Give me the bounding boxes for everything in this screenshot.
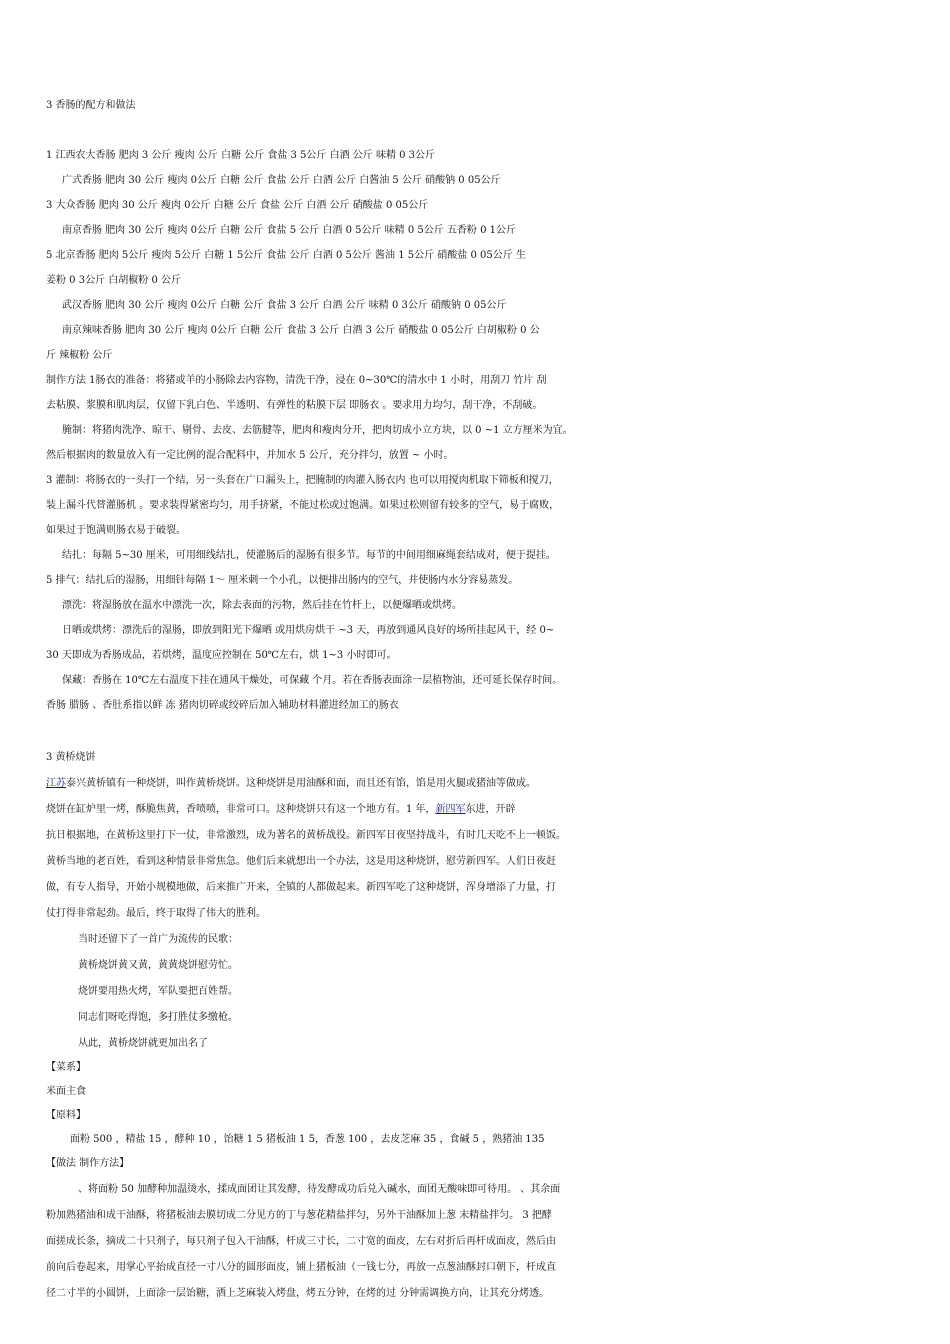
method-header: 【做法 制作方法】 <box>46 1158 130 1169</box>
recipe-line: 斤 辣椒粉 公斤 <box>46 350 113 361</box>
intro-line <box>46 800 908 820</box>
story-line: 黄桥当地的老百姓，看到这种情景非常焦急。他们后来就想出一个办法，这是用这种烧饼，慰劳新四军。人们日夜赶 <box>46 856 556 867</box>
link-new-fourth-army[interactable]: 新四军 <box>435 804 466 815</box>
method-paragraph-line: 香肠 腊肠 、香肚系指以鲜 冻 猪肉切碎或绞碎后加入辅助材料灌进经加工的肠衣 <box>46 700 399 711</box>
recipe-line: 5 北京香肠 肥肉 5公斤 瘦肉 5公斤 白糖 1 5公斤 食盐 公斤 白酒 0 5公斤 酱油 1 5公斤 硝酸盐 0 05公斤 生 <box>46 250 526 261</box>
method-paragraph-line: 装上漏斗代替灌肠机 。要求装得紧密均匀，用手挤紧，不能过松或过饱满。如果过松则留有较多的空气，易于腐败， <box>46 500 560 511</box>
ingredients-value: 面粉 500 ，精盐 15 ，酵种 10 ，饴糖 1 5 猪板油 1 5，香葱 100 ，去皮芝麻 35 ，食碱 5 ，熟猪油 135 <box>70 1134 545 1145</box>
method-paragraph-line: 3 灌制：将肠衣的一头打一个结，另一头套在广口漏头上，把腌制的肉灌入肠衣内 也可以用搅肉机取下筛板和搅刀， <box>46 475 559 486</box>
poem-line: 当时还留下了一首广为流传的民歌： <box>78 934 238 945</box>
method-paragraph-line: 腌制：将猪肉洗净、晾干、剔骨、去皮、去筋腱等，肥肉和瘦肉分开，把肉切成小立方块，以 0 ~1 立方厘米为宜。 <box>62 425 573 436</box>
method-paragraph-line: 去粘膜、浆膜和肌肉层，仅留下乳白色、半透明、有弹性的粘膜下层 即肠衣 。要求用力均匀，刮干净，不刮破。 <box>46 400 543 411</box>
method-paragraph-line: 结扎：每隔 5~30 厘米，可用细线结扎，使灌肠后的湿肠有很多节。每节的中间用细麻绳套结成对，便于提挂。 <box>62 550 556 561</box>
poem-line: 从此，黄桥烧饼就更加出名了 <box>78 1038 208 1049</box>
method-paragraph-line: 保藏：香肠在 10℃左右温度下挂在通风干燥处，可保藏 个月。若在香肠表面涂一层植物油，还可延长保存时间。 <box>62 675 563 686</box>
method-line: 粉加熟猪油和成干油酥，将猪板油去膜切成二分见方的丁与葱花精盐拌匀，另外干油酥加上葱 末精盐拌匀。 3 把酵 <box>46 1210 552 1221</box>
method-paragraph-line: 30 天即成为香肠成品，若烘烤，温度应控制在 50℃左右，烘 1~3 小时即可。 <box>46 650 397 661</box>
intro-text: 东进，开辟 <box>465 804 516 815</box>
method-line: 、将面粉 50 加酵种加温烫水，揉成面团让其发酵，待发酵成功后兑入碱水，面团无酸味即可待用。 、其余面 <box>78 1184 561 1195</box>
method-line: 前向后卷起来，用掌心平抬成直径一寸八分的圆形面皮，铺上猪板油（一钱七分，再放一点葱油酥封口朝下，杆成直 <box>46 1262 556 1273</box>
section-title-sausage: 3 香肠的配方和做法 <box>46 100 136 111</box>
cuisine-value: 米面主食 <box>46 1086 86 1097</box>
story-line: 抗日根据地，在黄桥这里打下一仗，非常激烈，成为著名的黄桥战役。新四军日夜坚持战斗，有时几天吃不上一顿饭。 <box>46 830 566 841</box>
story-line: 仗打得非常起劲。最后，终于取得了伟大的胜利。 <box>46 908 266 919</box>
intro-text: 烧饼在缸炉里一烤，酥脆焦黄，香喷喷，非常可口。这种烧饼只有这一个地方有。1 年， <box>46 804 436 815</box>
method-paragraph-line: 漂洗：将湿肠放在温水中漂洗一次，除去表面的污物，然后挂在竹杆上，以便爆晒或烘烤。 <box>62 600 462 611</box>
poem-line: 烧饼要用热火烤，军队要把百姓帮。 <box>78 986 238 997</box>
method-paragraph-line: 制作方法 1肠衣的准备：将猪或羊的小肠除去内容物，清洗干净，浸在 0~30℃的清水中 1 小时，用刮刀 竹片 刮 <box>46 375 547 386</box>
story-line: 做，有专人指导，开始小规模地做，后来推广开来，全镇的人都做起来。新四军吃了这种烧饼，浑身增添了力量，打 <box>46 882 556 893</box>
method-paragraph-line: 然后根据肉的数量放入有一定比例的混合配料中，并加水 5 公斤，充分拌匀，放置 ~ 小时。 <box>46 450 454 461</box>
poem-line: 黄桥烧饼黄又黄，黄黄烧饼慰劳忙。 <box>78 960 238 971</box>
link-jiangsu[interactable]: 江苏 <box>46 778 66 789</box>
cuisine-header: 【菜系】 <box>46 1062 86 1073</box>
recipe-line: 武汉香肠 肥肉 30 公斤 瘦肉 0公斤 白糖 公斤 食盐 3 公斤 白酒 公斤 味精 0 3公斤 硝酸钠 0 05公斤 <box>62 300 507 311</box>
method-line: 面搓成长条，摘成二十只剂子，每只剂子包入干油酥，杆成三寸长，二寸宽的面皮，左右对折后再杆成面皮，然后由 <box>46 1236 556 1247</box>
method-line: 径二寸半的小圆饼，上面涂一层饴糖，洒上芝麻装入烤盘，烤五分钟，在烤的过 分钟需调换方向，让其充分烤透。 <box>46 1288 550 1299</box>
method-paragraph-line: 5 排气：结扎后的湿肠，用细针每隔 1～ 厘米刺一个小孔，以便排出肠内的空气，并使肠内水分容易蒸发。 <box>46 575 519 586</box>
intro-line <box>46 774 908 794</box>
recipe-line: 南京香肠 肥肉 30 公斤 瘦肉 0公斤 白糖 公斤 食盐 5 公斤 白酒 0 5公斤 味精 0 5公斤 五香粉 0 1公斤 <box>62 225 517 236</box>
section-title-huangqiao: 3 黄桥烧饼 <box>46 752 96 763</box>
recipe-line: 1 江西农大香肠 肥肉 3 公斤 瘦肉 公斤 白糖 公斤 食盐 3 5公斤 白酒 公斤 味精 0 3公斤 <box>46 150 436 161</box>
recipe-line: 姜粉 0 3公斤 白胡椒粉 0 公斤 <box>46 275 181 286</box>
recipe-line: 3 大众香肠 肥肉 30 公斤 瘦肉 0公斤 白糖 公斤 食盐 公斤 白酒 公斤 硝酸盐 0 05公斤 <box>46 200 429 211</box>
method-paragraph-line: 日晒或烘烤：漂洗后的湿肠，即放到阳光下爆晒 或用烘房烘干 ~3 天，再放到通风良好的场所挂起风干，经 0~ <box>62 625 555 636</box>
intro-text: 泰兴黄桥镇有一种烧饼，叫作黄桥烧饼。这种烧饼是用油酥和面，而且还有馅，馅是用火腿或猪油等做成。 <box>66 778 536 789</box>
poem-line: 同志们呀吃得饱，多打胜仗多缴枪。 <box>78 1012 238 1023</box>
method-paragraph-line: 如果过于饱满则肠衣易于破裂。 <box>46 525 186 536</box>
ingredients-header: 【原料】 <box>46 1110 86 1121</box>
recipe-line: 南京辣味香肠 肥肉 30 公斤 瘦肉 0公斤 白糖 公斤 食盐 3 公斤 白酒 3 公斤 硝酸盐 0 05公斤 白胡椒粉 0 公 <box>62 325 540 336</box>
recipe-line: 广式香肠 肥肉 30 公斤 瘦肉 0公斤 白糖 公斤 食盐 公斤 白酒 公斤 白酱油 5 公斤 硝酸钠 0 05公斤 <box>62 175 501 186</box>
